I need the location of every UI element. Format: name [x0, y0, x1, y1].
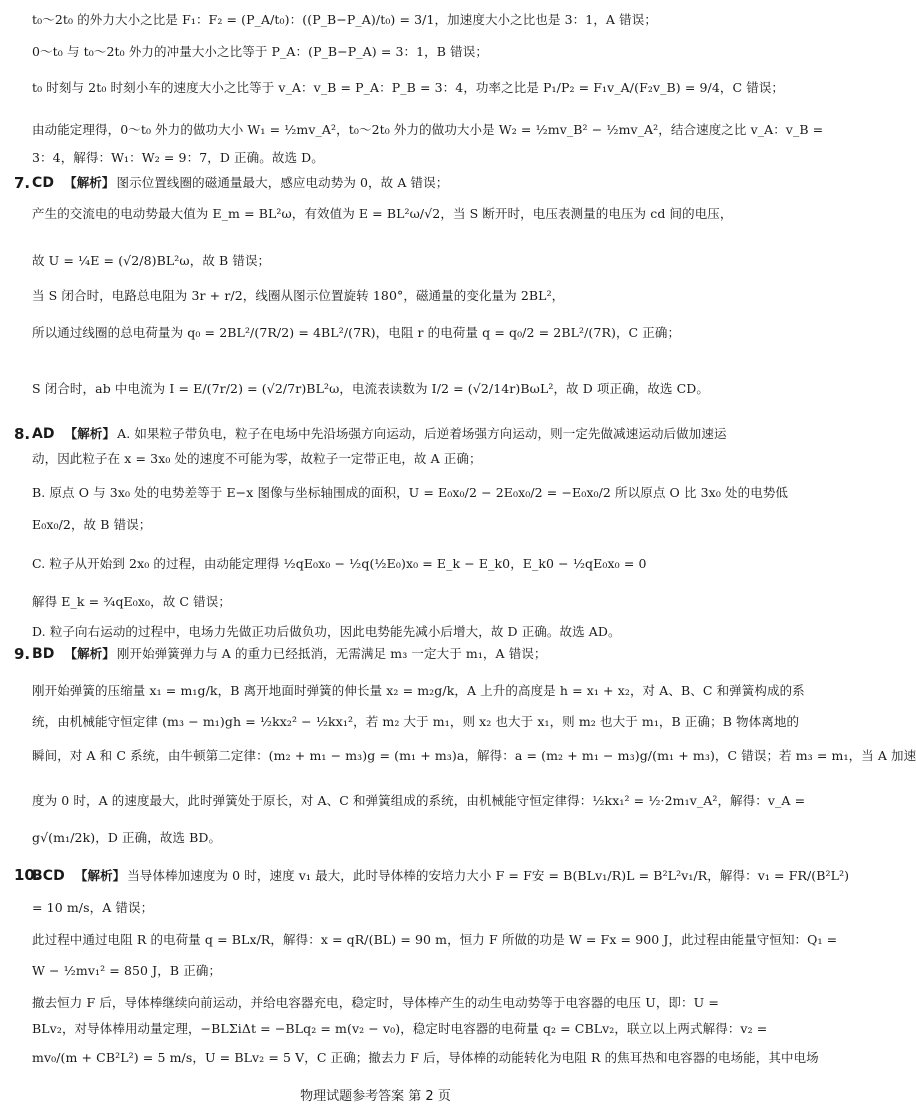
q10-line-5: 撤去恒力 F 后，导体棒继续向前运动，并给电容器充电，稳定时，导体棒产生的动生电动势等于电容器的电压 U，即：U =: [32, 995, 719, 1010]
q8-number: 8.: [14, 425, 31, 443]
q8-text-1: A. 如果粒子带负电，粒子在电场中先沿场强方向运动，后逆着场强方向运动，则一定先做减速运动后做加速运: [117, 426, 727, 441]
q10-line-2: = 10 m/s，A 错误；: [32, 900, 154, 915]
q8-line-2: 动，因此粒子在 x = 3x₀ 处的速度不可能为零，故粒子一定带正电，故 A 正确；: [32, 451, 482, 466]
q7-line-4: 当 S 闭合时，电路总电阻为 3r + r/2，线圈从图示位置旋转 180°，磁通量的变化量为 2BL²，: [32, 288, 565, 303]
q10-line-4: W − ½mv₁² = 850 J，B 正确；: [32, 963, 222, 978]
q8-line-7: D. 粒子向右运动的过程中，电场力先做正功后做负功，因此电势能先减小后增大，故 D 正确。故选 AD。: [32, 624, 621, 639]
q7-line-3: 故 U = ¼E = (√2/8)BL²ω，故 B 错误；: [32, 253, 271, 268]
q9-line-4: 瞬间，对 A 和 C 系统，由牛顿第二定律：(m₂ + m₁ − m₃)g = (m₁ + m₃)a，解得：a = (m₂ + m₁ − m₃)g/(m₁ + m₃)，C 错误；若 m₃ = m₁，当 A 加速: [32, 748, 916, 763]
q8-line-1: [32, 426, 735, 442]
q10-number: 10.: [14, 866, 41, 884]
q7-number: 7.: [14, 174, 31, 192]
q7-text-1: 图示位置线圈的磁通量最大，感应电动势为 0，故 A 错误；: [116, 175, 449, 190]
q10-tag: 【解析】: [74, 868, 126, 883]
prelude-line-3: t₀ 时刻与 2t₀ 时刻小车的速度大小之比等于 v_A：v_B = P_A：P_B = 3：4，功率之比是 P₁/P₂ = F₁v_A/(F₂v_B) = 9/4，C 错误；: [32, 80, 785, 95]
q9-answer: BD: [32, 646, 55, 662]
prelude-line-5: 3：4，解得：W₁：W₂ = 9：7，D 正确。故选 D。: [32, 150, 324, 165]
q10-line-1: [32, 868, 850, 884]
page-footer: 物理试题参考答案 第 2 页: [300, 1089, 451, 1104]
prelude-line-1: t₀～2t₀ 的外力大小之比是 F₁：F₂ = (P_A/t₀)：((P_B−P_A)/t₀) = 3/1，加速度大小之比也是 3：1，A 错误；: [32, 12, 657, 27]
prelude-line-4: 由动能定理得，0～t₀ 外力的做功大小 W₁ = ½mv_A²，t₀～2t₀ 外力的做功大小是 W₂ = ½mv_B² − ½mv_A²，结合速度之比 v_A：v_B =: [32, 122, 824, 137]
q8-tag: 【解析】: [64, 426, 116, 441]
q10-line-6: BLv₂，对导体棒用动量定理，−BLΣiΔt = −BLq₂ = m(v₂ − v₀)，稳定时电容器的电荷量 q₂ = CBLv₂，联立以上两式解得：v₂ =: [32, 1021, 768, 1036]
q9-line-6: g√(m₁/2k)，D 正确，故选 BD。: [32, 830, 222, 845]
q9-number: 9.: [14, 645, 31, 663]
q7-line-6: S 闭合时，ab 中电流为 I = E/(7r/2) = (√2/7r)BL²ω，电流表读数为 I/2 = (√2/14r)BωL²，故 D 项正确，故选 CD。: [32, 381, 709, 396]
prelude-line-2: 0～t₀ 与 t₀～2t₀ 外力的冲量大小之比等于 P_A：(P_B−P_A) = 3：1，B 错误；: [32, 44, 488, 59]
q7-answer: CD: [32, 175, 55, 191]
q10-answer: BCD: [32, 868, 65, 884]
q8-answer: AD: [32, 426, 55, 442]
q10-line-7: mv₀/(m + CB²L²) = 5 m/s，U = BLv₂ = 5 V，C 正确；撤去力 F 后，导体棒的动能转化为电阻 R 的焦耳热和电容器的电场能，其中电场: [32, 1050, 819, 1065]
q9-line-2: 刚开始弹簧的压缩量 x₁ = m₁g/k，B 离开地面时弹簧的伸长量 x₂ = m₂g/k，A 上升的高度是 h = x₁ + x₂，对 A、B、C 和弹簧构成的系: [32, 683, 805, 698]
q8-line-6: 解得 E_k = ¾qE₀x₀，故 C 错误；: [32, 594, 231, 609]
q7-line-2: 产生的交流电的电动势最大值为 E_m = BL²ω，有效值为 E = BL²ω/√2，当 S 断开时，电压表测量的电压为 cd 间的电压，: [32, 206, 733, 221]
q7-line-1: [32, 175, 735, 191]
q9-line-5: 度为 0 时，A 的速度最大，此时弹簧处于原长，对 A、C 和弹簧组成的系统，由机械能守恒定律得：½kx₁² = ½·2m₁v_A²，解得：v_A =: [32, 793, 806, 808]
q9-tag: 【解析】: [64, 646, 115, 661]
q9-line-1: [32, 646, 735, 662]
q8-line-3: B. 原点 O 与 3x₀ 处的电势差等于 E−x 图像与坐标轴围成的面积，U = E₀x₀/2 − 2E₀x₀/2 = −E₀x₀/2 所以原点 O 比 3x₀ 处的电势低: [32, 485, 789, 500]
q7-tag: 【解析】: [64, 175, 115, 190]
q10-text-1: 当导体棒加速度为 0 时，速度 v₁ 最大，此时导体棒的安培力大小 F = F安 = B(BLv₁/R)L = B²L²v₁/R，解得：v₁ = FR/(B²L²): [127, 868, 850, 883]
q8-line-4: E₀x₀/2，故 B 错误；: [32, 517, 152, 532]
q9-text-1: 刚开始弹簧弹力与 A 的重力已经抵消，无需满足 m₃ 一定大于 m₁，A 错误；: [116, 646, 547, 661]
q10-line-3: 此过程中通过电阻 R 的电荷量 q = BLx/R，解得：x = qR/(BL) = 90 m，恒力 F 所做的功是 W = Fx = 900 J，此过程由能量守恒知：Q₁ =: [32, 932, 838, 947]
q7-line-5: 所以通过线圈的总电荷量为 q₀ = 2BL²/(7R/2) = 4BL²/(7R)，电阻 r 的电荷量 q = q₀/2 = 2BL²/(7R)，C 正确；: [32, 325, 681, 340]
q8-line-5: C. 粒子从开始到 2x₀ 的过程，由动能定理得 ½qE₀x₀ − ½q(½E₀)x₀ = E_k − E_k0，E_k0 − ½qE₀x₀ = 0: [32, 556, 647, 571]
q9-line-3: 统，由机械能守恒定律 (m₃ − m₁)gh = ½kx₂² − ½kx₁²，若 m₂ 大于 m₁，则 x₂ 也大于 x₁，则 m₂ 也大于 m₁，B 正确；B 物体离地的: [32, 714, 800, 729]
